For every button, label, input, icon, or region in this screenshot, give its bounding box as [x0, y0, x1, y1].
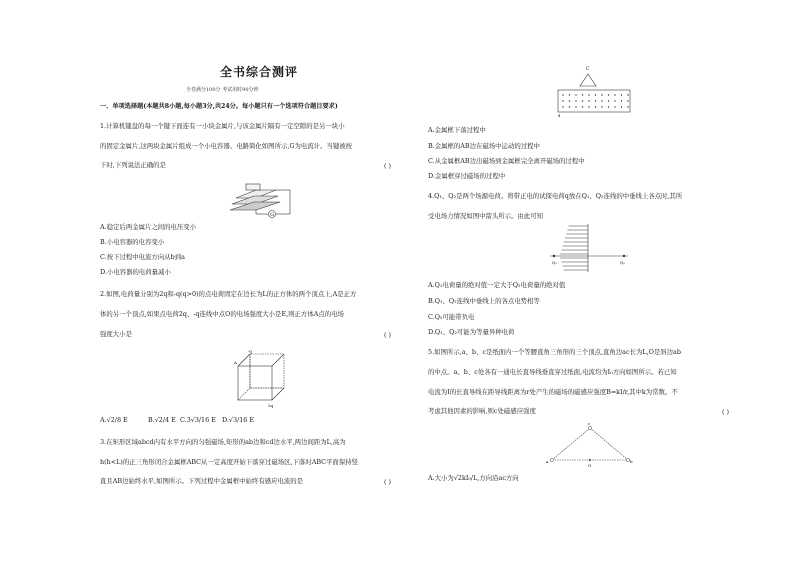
- q3-field-dot: [627, 100, 628, 101]
- q4-label-q1: Q₁: [552, 260, 557, 265]
- q2-label-neg-q: -q: [248, 348, 252, 354]
- q2-answer-paren: ( ): [384, 331, 392, 339]
- q5-answer-paren: ( ): [722, 408, 730, 416]
- q4-line-1: 4.Q₁、Q₂是两个场源电荷。将带正电的试探电荷q放在Q₁、Q₂连线的中垂线上各点时,其所: [428, 192, 683, 200]
- q1-option-d: D.小电容器的电荷量减小: [100, 268, 171, 276]
- q3-field-dot: [595, 100, 596, 101]
- q3-field-dot: [601, 106, 602, 107]
- q3-field-dot: [614, 94, 615, 95]
- q5-line-4: 考虑其他因素的影响,则c处磁感应强度: [428, 407, 536, 415]
- q3-field-dot: [627, 94, 628, 95]
- q3-line-3: 直且AB边始终水平,如图所示。下列过程中金属框中始终有感应电流的是: [100, 477, 304, 485]
- q3-field-dot: [575, 94, 576, 95]
- q5-option-a: A.大小为√2kI₀/L,方向沿ac方向: [428, 474, 519, 482]
- q3-option-c: C.从金属框AB边出磁场到金属框完全离开磁场的过程中: [428, 157, 585, 165]
- q5-triangle-figure: [546, 420, 634, 470]
- q3-option-a: A.金属框下落过程中: [428, 126, 486, 134]
- q3-label-d: d: [558, 114, 561, 118]
- q5-line-3: 电流为I的长直导线在距导线距离为r处产生的磁场的磁感应强度B=kI/r,其中k为常数。不: [428, 388, 678, 396]
- q2-option-a: A.√2/8 E: [100, 416, 128, 424]
- q3-line-1: 3.在矩形区域abcd内有水平方向的匀强磁场,矩形的ab边和cd边水平,两边间距为L,高为: [100, 438, 346, 446]
- q3-option-d: D.金属框穿过磁场的过程中: [428, 172, 506, 180]
- q1-keyboard-capacitor-figure: [226, 178, 296, 220]
- page-subtitle: 全卷满分100分 考试用时90分钟: [186, 87, 259, 93]
- q3-field-dot: [588, 100, 589, 101]
- q5-label-a: a: [546, 459, 549, 464]
- q3-field-dot: [582, 94, 583, 95]
- q4-option-d: D.Q₁、Q₂可能为等量异种电荷: [428, 328, 515, 336]
- q4-line-2: 受电场力情况如图中箭头所示。由此可知: [428, 212, 544, 220]
- q2-label-2q: 2q: [268, 403, 274, 408]
- q5-line-1: 5.如图所示,a、b、c是纸面内一个等腰直角三角形的三个顶点,直角边ac长为L,O是斜边ab: [428, 348, 681, 356]
- q5-line-2: 的中点。a、b、c处各有一通电长直导线垂直穿过纸面,电流均为I₀方向如图所示。若已知: [428, 368, 677, 376]
- q3-field-dots: [562, 94, 628, 107]
- q3-answer-paren: ( ): [384, 478, 392, 486]
- q3-field-dot: [569, 94, 570, 95]
- q1-option-b: B.小电容器的电容变小: [100, 238, 165, 246]
- q3-field-dot: [621, 100, 622, 101]
- q1-line-2: 的固定金属片,这两块金属片组成一个小电容器。电路简化如图所示,G为电流计。当键被按: [100, 142, 353, 150]
- q1-line-1: 1.计算机键盘的每一个键下面连有一小块金属片,与该金属片隔有一定空隙的是另一块小: [100, 122, 345, 130]
- q3-field-dot: [621, 106, 622, 107]
- q3-field-dot: [608, 106, 609, 107]
- q2-cube-figure: [232, 348, 290, 410]
- q4-option-c: C.Q₂可能带负电: [428, 313, 475, 321]
- q3-field-dot: [588, 94, 589, 95]
- q3-field-dot: [601, 94, 602, 95]
- q3-field-dot: [601, 100, 602, 101]
- q3-field-dot: [614, 100, 615, 101]
- q3-field-dot: [595, 94, 596, 95]
- q4-label-q2: Q₂: [620, 260, 625, 265]
- q3-field-dot: [562, 100, 563, 101]
- q3-field-dot: [608, 94, 609, 95]
- q4-option-a: A.Q₁电荷量的绝对值一定大于Q₂电荷量的绝对值: [428, 281, 566, 289]
- q3-field-dot: [569, 106, 570, 107]
- q3-field-dot: [582, 106, 583, 107]
- q5-label-c: c: [588, 421, 591, 426]
- q3-field-dot: [562, 106, 563, 107]
- q4-force-arrows: [560, 226, 588, 270]
- q2-line-3: 强度大小是: [100, 330, 132, 338]
- q2-option-c: C.3√3/16 E: [180, 416, 216, 424]
- q5-label-b: b: [630, 459, 633, 464]
- q3-magnetic-field-figure: [556, 62, 634, 118]
- q2-label-a: A: [234, 360, 237, 365]
- q1-line-3: 下时,下列说法正确的是: [100, 161, 166, 169]
- q5-label-o: O: [588, 463, 592, 468]
- q1-option-c: C.按下过程中电流方向从b到a: [100, 253, 185, 261]
- q1-galvanometer-label: G: [270, 213, 274, 218]
- q2-option-d: D.√3/16 E: [222, 416, 255, 424]
- q3-field-dot: [575, 106, 576, 107]
- q3-field-dot: [621, 94, 622, 95]
- q1-option-a: A.稳定后两金属片之间的电压变小: [100, 223, 197, 231]
- q4-field-arrows-figure: [548, 222, 630, 274]
- q3-field-dot: [595, 106, 596, 107]
- q3-field-dot: [562, 94, 563, 95]
- q3-label-c: C: [586, 67, 590, 72]
- q2-line-1: 2.如图,电荷量分别为2q和-q(q>0)的点电荷固定在边长为L的正方体的两个顶点上,A是正方: [100, 290, 357, 298]
- q3-option-b: B.金属框的AB边在磁场中运动的过程中: [428, 142, 540, 150]
- q3-field-dot: [569, 100, 570, 101]
- q3-field-dot: [627, 106, 628, 107]
- q2-line-2: 体的另一个顶点,如果点电荷2q、-q连线中点O的电场强度大小是E,则正方体A点的电场: [100, 310, 344, 318]
- page-title: 全书综合测评: [220, 65, 299, 79]
- q2-option-b: B.√2/4 E: [148, 416, 176, 424]
- q3-field-dot: [582, 100, 583, 101]
- q3-field-dot: [575, 100, 576, 101]
- q3-field-dot: [608, 100, 609, 101]
- q3-field-dot: [588, 106, 589, 107]
- q3-line-2: h(h<L)的正三角形闭合金属框ABC从一定高度开始下落穿过磁场区,下落时ABC平面保持竖: [100, 458, 358, 466]
- q3-field-dot: [614, 106, 615, 107]
- q1-answer-paren: ( ): [384, 162, 392, 170]
- q4-option-b: B.Q₁、Q₂连线中垂线上的各点电势相等: [428, 297, 540, 305]
- section-heading: 一、单项选择题(本题共8小题,每小题3分,共24分。每小题只有一个选项符合题目要求): [100, 103, 338, 110]
